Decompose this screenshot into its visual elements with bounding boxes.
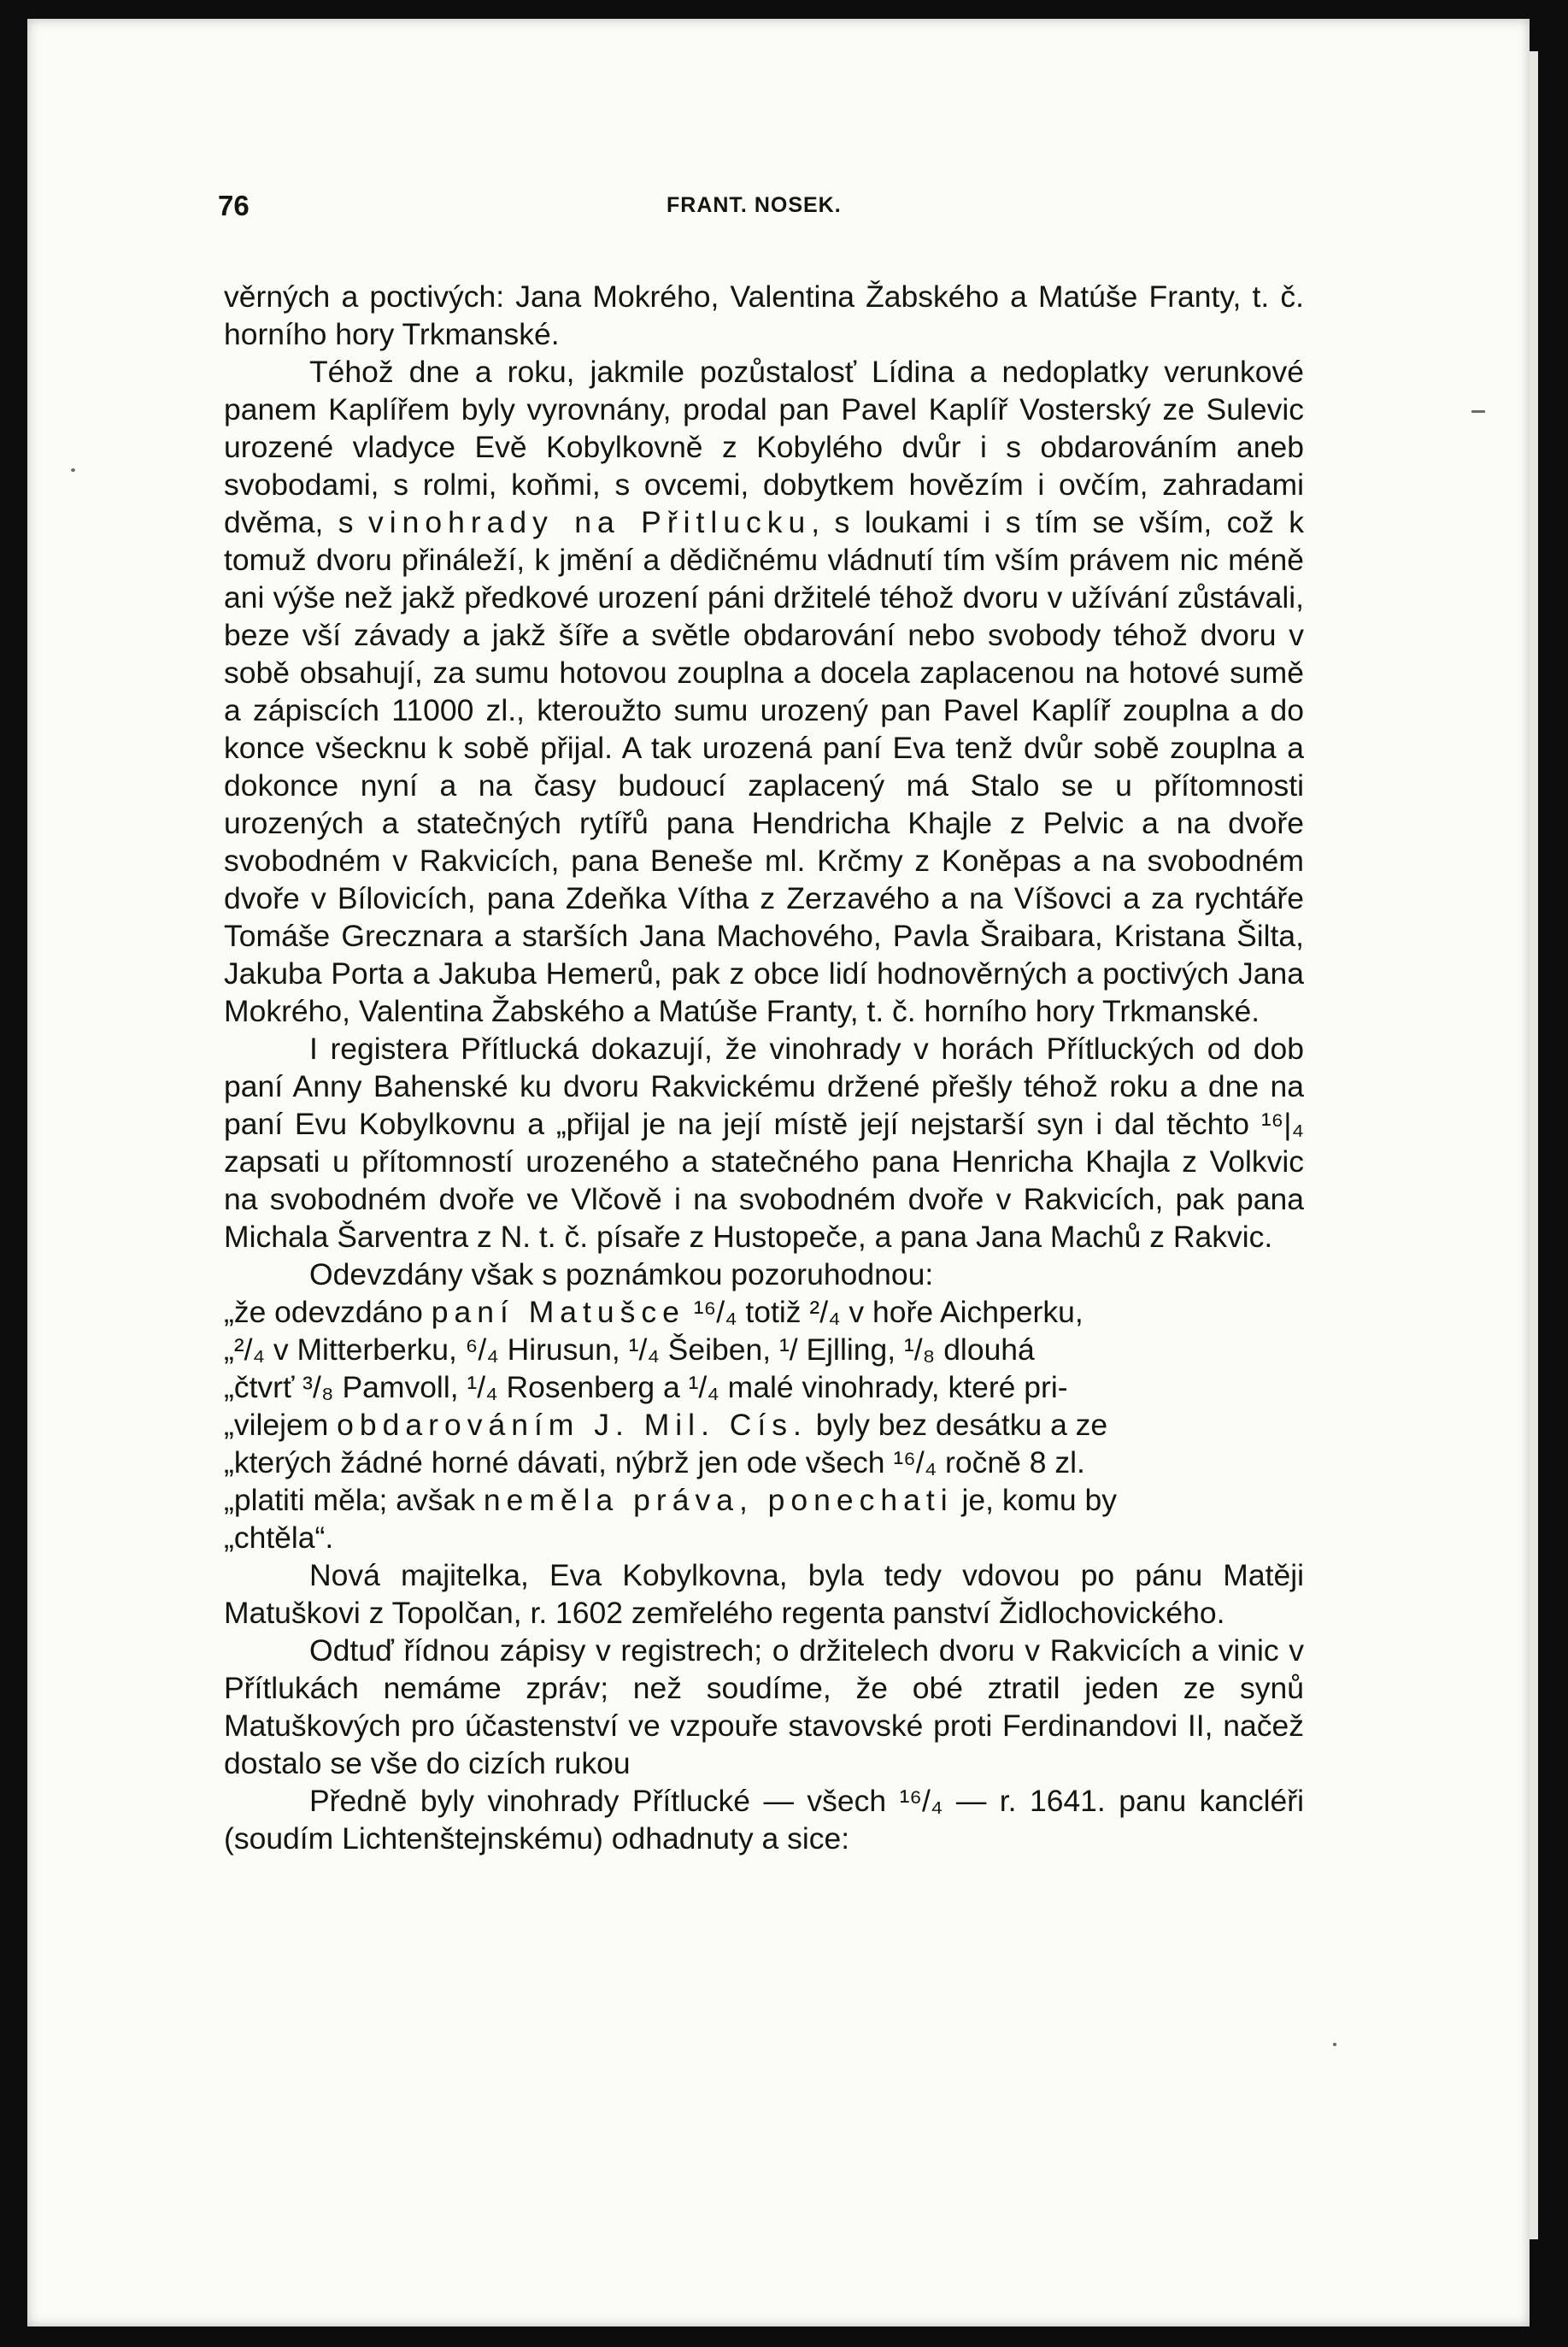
- spaced-emphasis: obdarováním J. Mil. Cís.: [337, 1408, 807, 1442]
- quote-text: „platiti měla; avšak: [224, 1483, 475, 1517]
- quote-text: „kterých žádné horné dávati, nýbrž jen ode všech ¹⁶/₄ ročně 8 zl.: [224, 1445, 1085, 1479]
- quote-text: „chtěla“.: [224, 1521, 334, 1555]
- spaced-emphasis: paní Matušce: [431, 1295, 685, 1329]
- paragraph-text: I registera Přítlucká dokazují, že vinohrady v horách Přítluckých od dob paní Anny Bahenské ku dvoru Rakvickému držené přešly téhož roku a dne na paní Evu Kobylkovnu a „přijal je na její místě její nejstarší syn i dal těchto: [224, 1032, 1304, 1141]
- paragraph-text: zapsati u přítomností urozeného a statečného pana Henricha Khajla z Volkvic na svobodném dvoře ve Vlčově i na svobodném dvoře v Rakvicích, pak pana Michala Šarventra z N. t. č. písaře z Hustopeče, a pana Jana Machů z Rakvic.: [224, 1144, 1304, 1254]
- paragraph-text: Předně byly vinohrady Přítlucké — všech ¹⁶/₄ — r. 1641. panu kancléři (soudím Lichtenštejnskému) odhadnuty a sice:: [224, 1784, 1304, 1856]
- quote-text: je, komu by: [961, 1483, 1118, 1517]
- quote-text: byly bez desátku a ze: [815, 1408, 1108, 1442]
- paragraph-text: Odevzdány však s poznámkou pozoruhodnou:: [309, 1257, 934, 1291]
- paragraph-text: Nová majitelka, Eva Kobylkovna, byla tedy vdovou po pánu Matěji Matuškovi z Topolčan, r. 1602 zemřelého regenta panství Židlochovického.: [224, 1558, 1304, 1630]
- quote-line: [224, 1481, 1304, 1519]
- paragraph-text: , s loukami i s tím se vším, což k tomuž dvoru přináleží, k jmění a dědičnému vládnutí tím vším právem nic méně ani výše než jakž předkové urození páni držitelé téhož dvoru v užívání zůstávali, beze vší závady a jakž šíře a světle obdarování nebo svobody téhož dvoru v sobě obsahují, za sumu hotovou zouplna a docela zaplacenou na hotové sumě a zápiscích 11000 zl., kteroužto sumu urozený pan Pavel Kaplíř zouplna a do konce všecknu k sobě přijal. A tak urozená paní Eva tenž dvůr sobě zouplna a dokonce nyní a na časy budoucí zaplacený má Stalo se u přítomnosti urozených a statečných rytířů pana Hendricha Khajle z Pelvic a na dvoře svobodném v Rakvicích, pana Beneše ml. Krčmy z Koněpas a na svobodném dvoře v Bílovicích, pana Zdeňka Vítha z Zerzavého a na Víšovci a za rychtáře Tomáše Grecznara a starších Jana Machového, Pavla Šraibara, Kristana Šilta, Jakuba Porta a Jakuba Hemerů, pak z obce lidí hodnověrných a poctivých Jana Mokrého, Valentina Žabského a Matúše Franty, t. č. horního hory Trkmanské.: [224, 505, 1304, 1028]
- page-number: 76: [218, 190, 250, 221]
- paragraph: [224, 1632, 1304, 1782]
- paragraph-text: věrných a poctivých: Jana Mokrého, Valentina Žabského a Matúše Franty, t. č. horního hory Trkmanské.: [224, 279, 1304, 351]
- paragraph-text: Téhož dne a roku, jakmile pozůstalosť Lídina a nedoplatky verunkové panem Kaplířem byly vyrovnány, prodal pan Pavel Kaplíř Vosterský ze Sulevic urozené vladyce Evě Kobylkovně z Kobylého dvůr i s obdarováním aneb svobodami, s rolmi, koňmi, s ovcemi, dobytkem hovězím i ovčím, zahradami dvěma, s: [224, 355, 1304, 539]
- paragraph: [224, 1256, 1304, 1293]
- quote-text: „²/₄ v Mitterberku, ⁶/₄ Hirusun, ¹/₄ Šeiben, ¹/ Ejlling, ¹/₈ dlouhá: [224, 1332, 1035, 1367]
- quote-line: [224, 1293, 1304, 1331]
- quote-line: [224, 1444, 1304, 1481]
- spaced-emphasis: vinohrady na Přitlucku: [367, 505, 812, 539]
- quote-line: [224, 1519, 1304, 1556]
- paragraph-text: Odtuď řídnou zápisy v registrech; o držitelech dvoru v Rakvicích a vinic v Přítlukách nemáme zpráv; než soudíme, že obé ztratil jeden ze synů Matuškových pro účastenství ve vzpouře stavovské proti Ferdinandovi II, načež dostalo se vše do cizích rukou: [224, 1633, 1304, 1780]
- paragraph: [224, 1782, 1304, 1857]
- quote-line: [224, 1368, 1304, 1406]
- fraction: ¹⁶|₄: [1260, 1107, 1304, 1141]
- paragraph: [224, 353, 1304, 1030]
- quote-line: [224, 1331, 1304, 1368]
- quote-line: [224, 1406, 1304, 1444]
- running-title: FRANT. NOSEK.: [667, 193, 842, 217]
- scan-speck: [1471, 410, 1485, 413]
- scan-speck: [1333, 2043, 1336, 2046]
- scan-speck: [71, 468, 75, 472]
- quote-text: „vilejem: [224, 1408, 329, 1442]
- paragraph: [224, 1030, 1304, 1256]
- paragraph: [224, 1556, 1304, 1632]
- page-edge: [1530, 51, 1538, 2239]
- spaced-emphasis: neměla práva, ponechati: [483, 1483, 954, 1517]
- paragraph: [224, 278, 1304, 353]
- running-head: [188, 190, 1427, 232]
- main-text: [224, 278, 1304, 1857]
- quote-text: „že odevzdáno: [224, 1295, 423, 1329]
- quote-text: „čtvrť ³/₈ Pamvoll, ¹/₄ Rosenberg a ¹/₄ malé vinohrady, které pri-: [224, 1370, 1068, 1404]
- quote-text: ¹⁶/₄ totiž ²/₄ v hoře Aichperku,: [693, 1295, 1084, 1329]
